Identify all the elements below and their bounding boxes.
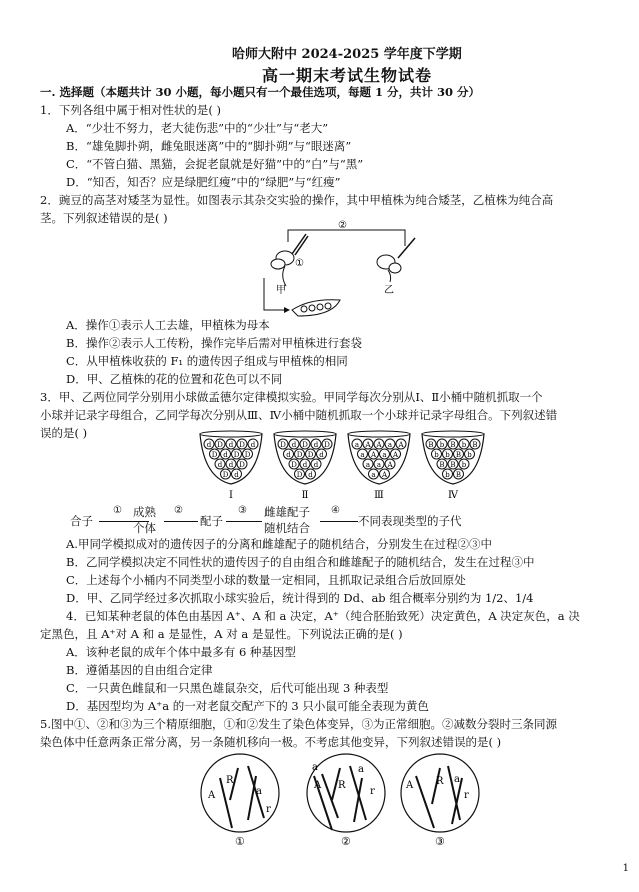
- ball-label: B: [455, 451, 462, 459]
- ball-label: d: [319, 451, 324, 459]
- bucket-label: Ⅰ: [229, 490, 233, 501]
- cell3-gene-A: A: [406, 780, 414, 791]
- bucket-label: Ⅲ: [374, 490, 384, 501]
- ball-label: D: [296, 471, 303, 479]
- ball-label: A: [387, 461, 393, 469]
- ball-label: D: [280, 441, 286, 449]
- q2-option-b: B．操作②表示人工传粉，操作完毕后需对甲植株进行套袋: [66, 336, 362, 350]
- q1-option-c: C．“不管白猫、黑猫，会捉老鼠就是好猫”中的“白”与“黑”: [66, 157, 364, 171]
- q4-stem-line1: 4．已知某种老鼠的体色由基因 A⁺、A 和 a 决定，A⁺（纯合胚胎致死）决定黄色，A 决定灰色，a 决: [66, 609, 580, 623]
- ball-label: A: [398, 441, 404, 449]
- flow-fusion-2: 随机结合: [264, 521, 310, 535]
- ball-label: D: [217, 441, 223, 449]
- cell2-label: ②: [341, 835, 351, 848]
- bucket-label: Ⅳ: [448, 490, 458, 501]
- ball-label: B: [450, 461, 456, 469]
- pea-cross-figure: [240, 218, 440, 318]
- page-number: 1: [622, 863, 629, 874]
- cell2-gene-A: A: [314, 780, 322, 791]
- ball-label: D: [302, 441, 308, 449]
- figure-label-2: ②: [338, 220, 347, 231]
- q4-option-c: C．一只黄色雌鼠和一只黑色雄鼠杂交，后代可能出现 3 种表型: [66, 681, 389, 695]
- ball-label: a: [365, 461, 371, 469]
- q2-option-c: C．从甲植株收获的 F₁ 的遗传因子组成与甲植株的相同: [66, 354, 348, 368]
- ball-label: d: [302, 461, 308, 469]
- bucket-label: Ⅱ: [301, 490, 309, 501]
- ball-label: D: [222, 471, 229, 479]
- q2-stem-line1: 2．豌豆的高茎对矮茎为显性。如图表示其杂交实验的操作，其中甲植株为纯合矮茎，乙植株为纯合高: [40, 193, 554, 207]
- ball-label: D: [296, 451, 303, 459]
- figure-label-1: ①: [295, 258, 304, 269]
- bucket-1: [200, 431, 262, 501]
- cell-3: [401, 754, 479, 832]
- ball-label: d: [223, 451, 228, 459]
- ball-label: d: [206, 441, 212, 449]
- flow-arrow-3: [226, 521, 262, 522]
- ball-label: a: [360, 451, 365, 459]
- cell2-gene-r: r: [370, 786, 375, 797]
- ball-label: a: [371, 471, 376, 479]
- ball-label: b: [467, 451, 472, 459]
- ball-label: b: [445, 471, 450, 479]
- flow-step-2: ②: [174, 505, 183, 516]
- ball-label: D: [307, 451, 314, 459]
- ball-label: D: [244, 451, 251, 459]
- ball-label: d: [291, 441, 297, 449]
- section-heading: 一. 选择题（本题共计 30 小题，每小题只有一个最佳选项，每题 1 分，共计 30 分）: [40, 85, 481, 99]
- ball-label: D: [291, 461, 297, 469]
- ball-label: A: [370, 451, 377, 459]
- ball-label: d: [313, 441, 319, 449]
- ball-label: D: [239, 461, 245, 469]
- cell1-gene-A: A: [208, 790, 216, 801]
- cell3-gene-R: R: [436, 776, 444, 787]
- cell1-gene-a: a: [256, 786, 262, 797]
- ball-label: A: [381, 471, 388, 479]
- bucket-4: [422, 431, 484, 501]
- flow-arrow-2: [164, 521, 198, 522]
- cell3-label: ③: [435, 835, 445, 848]
- school-name: 哈师大附中 2024-2025 学年度下学期: [232, 47, 462, 62]
- ball-label: d: [250, 441, 256, 449]
- cell1-gene-R: R: [226, 775, 234, 786]
- buckets-figure: [196, 430, 496, 502]
- q3-stem-line3: 误的是( ): [40, 426, 88, 440]
- ball-label: b: [434, 451, 439, 459]
- ball-label: d: [308, 471, 313, 479]
- q3-stem-line2: 小球并记录字母组合，乙同学每次分别从Ⅲ、Ⅳ小桶中随机抓取一个小球并记录字母组合。下列叙述错: [40, 408, 558, 422]
- ball-label: A: [365, 441, 371, 449]
- q1-option-b: B．“雄兔脚扑朔，雌兔眼迷离”中的“脚扑朔”与“眼迷离”: [66, 139, 352, 153]
- ball-label: a: [354, 441, 360, 449]
- q2-option-a: A．操作①表示人工去雄，甲植株为母本: [66, 318, 270, 332]
- bucket-3: [348, 431, 410, 501]
- cell2-gene-a2: a: [358, 764, 364, 775]
- q4-option-a: A．该种老鼠的成年个体中最多有 6 种基因型: [66, 645, 296, 659]
- q3-option-d: D．甲、乙同学经过多次抓取小球实验后，统计得到的 Dd、ab 组合概率分别约为 1/2、1/4: [66, 591, 534, 605]
- ball-label: a: [376, 461, 382, 469]
- flow-step-3: ③: [238, 505, 247, 516]
- figure-label-yi: 乙: [384, 285, 394, 296]
- cell1-label: ①: [235, 835, 245, 848]
- flow-fusion-1: 雌雄配子: [264, 505, 310, 519]
- flow-mature-1: 成熟: [133, 505, 156, 519]
- cell-1: [201, 754, 279, 832]
- flow-gamete: 配子: [200, 514, 223, 528]
- flow-zygote: 合子: [70, 514, 93, 528]
- exam-title: 高一期末考试生物试卷: [262, 66, 433, 85]
- ball-label: B: [455, 471, 462, 479]
- flow-arrow-4: [320, 521, 358, 522]
- q1-option-a: A．“少壮不努力，老大徒伤悲”中的“少壮”与“老大”: [66, 121, 329, 135]
- flow-step-1: ①: [113, 505, 122, 516]
- q1-stem: 1．下列各组中属于相对性状的是( ): [40, 103, 221, 117]
- cells-figure: [190, 748, 490, 848]
- ball-label: B: [472, 441, 478, 449]
- ball-label: A: [392, 451, 399, 459]
- cell3-gene-r: r: [464, 790, 469, 801]
- flow-mature-2: 个体: [133, 521, 156, 535]
- ball-label: b: [445, 451, 450, 459]
- q3-option-c: C．上述每个小桶内不同类型小球的数量一定相同，且抓取记录组合后放回原处: [66, 573, 466, 587]
- ball-label: D: [211, 451, 218, 459]
- ball-label: d: [228, 441, 234, 449]
- ball-label: d: [228, 461, 234, 469]
- cell2-gene-a1: a: [312, 762, 318, 773]
- ball-label: d: [313, 461, 319, 469]
- ball-label: B: [428, 441, 434, 449]
- forceps-icon: [292, 234, 308, 255]
- bucket-2: [274, 431, 336, 501]
- ball-label: d: [286, 451, 291, 459]
- ball-label: B: [450, 441, 456, 449]
- q4-option-b: B．遵循基因的自由组合定律: [66, 663, 213, 677]
- q1-option-d: D．“知否，知否？应是绿肥红瘦”中的“绿肥”与“红瘦”: [66, 175, 341, 189]
- ball-label: d: [234, 471, 239, 479]
- flow-step-4: ④: [331, 505, 340, 516]
- ball-label: a: [387, 441, 393, 449]
- q4-stem-line2: 定黑色，且 A⁺对 A 和 a 是显性，A 对 a 是显性。下列说法正确的是( ): [40, 627, 403, 641]
- q3-option-b: B．乙同学模拟决定不同性状的遗传因子的自由组合和雌雄配子的随机结合，发生在过程③中: [66, 555, 535, 569]
- q3-option-a: A.甲同学模拟成对的遗传因子的分离和雌雄配子的随机结合，分别发生在过程②③中: [66, 537, 492, 551]
- cell3-gene-a: a: [454, 774, 460, 785]
- ball-label: D: [324, 441, 330, 449]
- ball-label: D: [239, 441, 245, 449]
- q2-stem-line2: 茎。下列叙述错误的是( ): [40, 211, 168, 225]
- ball-label: B: [439, 461, 445, 469]
- pea-pod-icon: [292, 300, 340, 316]
- ball-label: d: [217, 461, 223, 469]
- cell1-gene-r: r: [266, 804, 271, 815]
- ball-label: D: [233, 451, 240, 459]
- flower-jia: [271, 251, 294, 286]
- ball-label: b: [439, 441, 445, 449]
- cell-2: [307, 754, 385, 832]
- q5-stem-line1: 5.图中①、②和③为三个精原细胞，①和②发生了染色体变异，③为正常细胞。②减数分裂时三条同源: [40, 717, 557, 731]
- q4-option-d: D．基因型均为 A⁺a 的一对老鼠交配产下的 3 只小鼠可能全表现为黄色: [66, 699, 429, 713]
- flow-offspring: 不同表现类型的子代: [358, 514, 462, 528]
- cell2-gene-R: R: [338, 780, 346, 791]
- ball-label: a: [382, 451, 387, 459]
- ball-label: b: [461, 461, 467, 469]
- brush-icon: [398, 238, 415, 258]
- ball-label: A: [376, 441, 382, 449]
- q2-option-d: D．甲、乙植株的花的位置和花色可以不同: [66, 372, 283, 386]
- figure-label-jia: 甲: [276, 285, 286, 296]
- ball-label: b: [461, 441, 467, 449]
- q3-stem-line1: 3．甲、乙两位同学分别用小球做孟德尔定律模拟实验。甲同学每次分别从Ⅰ、Ⅱ小桶中随机抓取一个: [40, 390, 543, 404]
- q5-stem-line2: 染色体中任意两条正常分离，另一条随机移向一极。不考虑其他变异，下列叙述错误的是( ): [40, 735, 502, 749]
- flower-yi: [377, 255, 401, 282]
